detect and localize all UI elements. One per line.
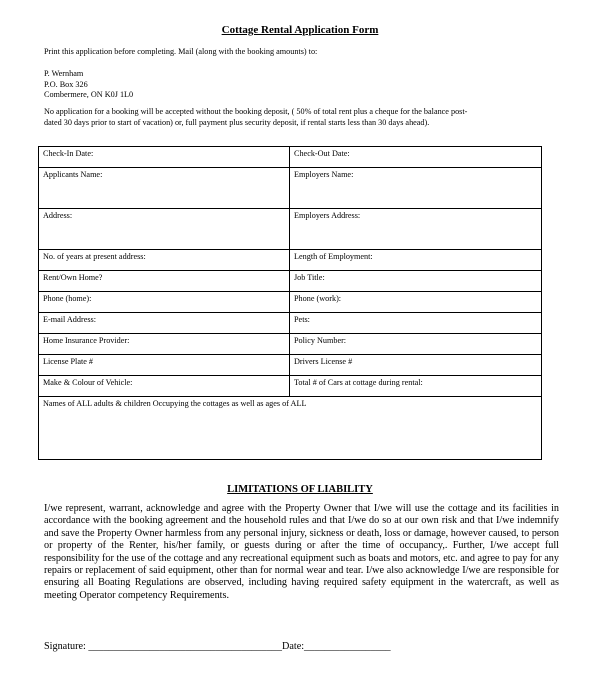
license-plate-field[interactable]: [39, 355, 290, 376]
job-title-field[interactable]: [290, 271, 542, 292]
field-label: Make & Colour of Vehicle:: [43, 378, 133, 387]
rent-own-home-field[interactable]: [39, 271, 290, 292]
field-label: Total # of Cars at cottage during rental:: [294, 378, 423, 387]
address-field[interactable]: [39, 209, 290, 250]
signature-row: [44, 641, 564, 652]
years-at-address-field[interactable]: [39, 250, 290, 271]
home-insurance-provider-field[interactable]: [39, 334, 290, 355]
total-cars-field[interactable]: [290, 376, 542, 397]
field-label: Address:: [43, 211, 73, 220]
address-line: Combermere, ON K0J 1L0: [44, 90, 134, 99]
field-label: Names of ALL adults & children Occupying the cottages as well as ages of ALL: [43, 399, 307, 408]
date-line[interactable]: _________________: [304, 641, 391, 652]
form-title: Cottage Rental Application Form: [221, 24, 379, 36]
field-label: Drivers License #: [294, 357, 353, 366]
mailing-address: [44, 69, 344, 101]
signature-label: Signature:: [44, 641, 89, 652]
phone-work-field[interactable]: [290, 292, 542, 313]
email-address-field[interactable]: [39, 313, 290, 334]
applicants-name-field[interactable]: [39, 168, 290, 209]
notice-line: dated 30 days prior to start of vacation) or, full payment plus security deposit, if rental starts less than 30 days ahead).: [44, 117, 430, 127]
field-label: Job Title:: [294, 273, 325, 282]
employers-address-field[interactable]: [290, 209, 542, 250]
length-of-employment-field[interactable]: [290, 250, 542, 271]
field-label: Pets:: [294, 315, 310, 324]
occupants-field[interactable]: [39, 397, 542, 460]
notice-line: No application for a booking will be accepted without the booking deposit, ( 50% of total rent plus a cheque for the balance post-: [44, 107, 468, 116]
intro-text: Print this application before completing. Mail (along with the booking amounts) to:: [44, 47, 318, 56]
field-label: Home Insurance Provider:: [43, 336, 130, 345]
field-label: Check-Out Date:: [294, 149, 350, 158]
check-in-date-field[interactable]: [39, 147, 290, 168]
liability-text: I/we represent, warrant, acknowledge and agree with the Property Owner that I/we will use the cottage and its facilities in accordance with the booking agreement and the household rules and that I/we do so at our own risk and that I/we indemnify and save the Property Owner harmless from any personal injury, sickness or death, loss or damage, however caused, to person or property of the Renter, his/her family, or guests during or after the time of occupancy,. Further, I/we accept full responsibility for the use of the cottage and any recreational equipment such as boats and motors, etc. and agree to pay for any repairs or replacement of said equipment, other than for normal wear and tear. I/we also acknowledge I/we are responsible for ensuring all Boating Regulations are observed, including having required safety equipment in the watercraft, as well as meeting Operator competency Requirements.: [44, 503, 559, 601]
field-label: Length of Employment:: [294, 252, 373, 261]
field-label: Rent/Own Home?: [43, 273, 103, 282]
field-label: Employers Name:: [294, 170, 354, 179]
application-table: [38, 146, 542, 460]
address-line: P. Wernham: [44, 69, 84, 78]
field-label: Policy Number:: [294, 336, 347, 345]
field-label: License Plate #: [43, 357, 94, 366]
drivers-license-field[interactable]: [290, 355, 542, 376]
vehicle-make-colour-field[interactable]: [39, 376, 290, 397]
address-line: P.O. Box 326: [44, 79, 88, 89]
field-label: Check-In Date:: [43, 149, 94, 158]
phone-home-field[interactable]: [39, 292, 290, 313]
date-label: Date:: [281, 641, 305, 652]
policy-number-field[interactable]: [290, 334, 542, 355]
field-label: Applicants Name:: [43, 170, 103, 179]
signature-line[interactable]: ______________________________________: [88, 641, 282, 652]
employers-name-field[interactable]: [290, 168, 542, 209]
field-label: Phone (work):: [294, 294, 342, 303]
check-out-date-field[interactable]: [290, 147, 542, 168]
field-label: No. of years at present address:: [43, 252, 146, 261]
deposit-notice: [44, 107, 554, 128]
liability-heading: LIMITATIONS OF LIABILITY: [227, 484, 373, 495]
field-label: Employers Address:: [294, 211, 361, 220]
pets-field[interactable]: [290, 313, 542, 334]
field-label: Phone (home):: [43, 294, 92, 303]
field-label: E-mail Address:: [43, 315, 96, 324]
